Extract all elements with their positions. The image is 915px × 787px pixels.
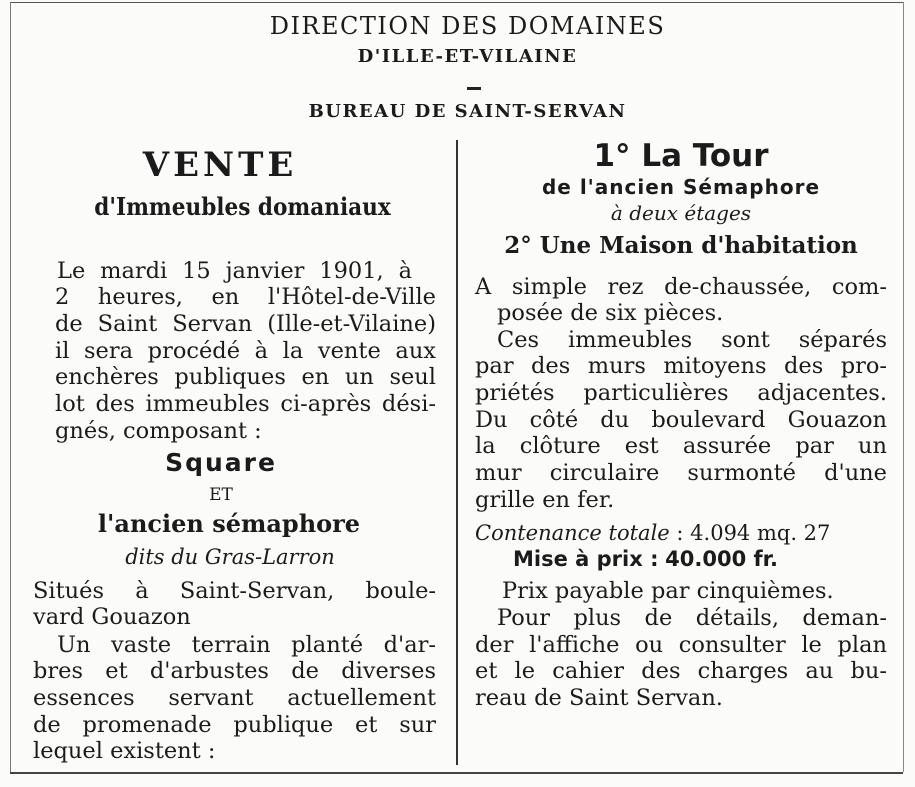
terrain-line: lequel existent : — [33, 738, 216, 764]
item1-tour: 1° La Tour — [593, 138, 769, 174]
contenance-row — [475, 520, 830, 546]
intro-line: gnés, composant : — [55, 418, 262, 444]
sep-line: par des murs mitoyens des pro- — [475, 353, 887, 379]
boul-line: grille en fer. — [475, 487, 615, 513]
intro-line: de Saint Servan (Ille-et-Vilaine) — [55, 311, 436, 337]
details-line: der l'affiche ou consulter le plan — [475, 632, 887, 658]
contenance-label: Contenance totale — [475, 521, 670, 545]
item2-maison: 2° Une Maison d'habitation — [504, 232, 858, 259]
boul-line: mur circulaire surmonté d'une — [475, 460, 887, 486]
desc-line: posée de six pièces. — [497, 300, 724, 326]
subheading-immeubles: d'Immeubles domaniaux — [94, 192, 391, 221]
prix-line: Prix payable par cinquièmes. — [502, 578, 834, 604]
header-title: DIRECTION DES DOMAINES — [269, 12, 666, 40]
header-subtitle: D'ILLE-ET-VILAINE — [357, 46, 578, 67]
desc-line: A simple rez de-chaussée, com- — [475, 274, 887, 300]
terrain-line: bres et d'arbustes de diverses — [33, 658, 436, 684]
mise-value: 40.000 fr. — [665, 547, 778, 571]
intro-line: enchères publiques en un seul — [55, 364, 436, 390]
boul-line: la clôture est assurée par un — [475, 433, 887, 459]
item-et: ET — [209, 485, 233, 505]
sep-line: Ces immeubles sont séparés — [497, 327, 887, 353]
intro-line: il sera procédé à la vente aux — [55, 338, 436, 364]
location-line: vard Gouazon — [33, 604, 191, 630]
details-line: et le cahier des charges au bu- — [475, 658, 887, 684]
item-square: Square — [165, 448, 277, 477]
mise-label: Mise à prix : — [513, 547, 659, 571]
header-dash — [467, 87, 481, 90]
intro-line: lot des immeubles ci-après dési- — [55, 391, 436, 417]
column-divider — [456, 140, 458, 765]
intro-line: 2 heures, en l'Hôtel-de-Ville — [55, 284, 436, 310]
details-line: reau de Saint Servan. — [475, 685, 723, 711]
mise-row — [513, 546, 778, 572]
details-line: Pour plus de détails, deman- — [497, 605, 887, 631]
intro-line: Le mardi 15 janvier 1901, à — [57, 258, 412, 284]
contenance-value: : 4.094 mq. 27 — [676, 521, 831, 545]
frame-bottom-rule — [10, 772, 903, 774]
sep-line: priétés particulières adjacentes. — [475, 380, 887, 406]
header-office: BUREAU DE SAINT-SERVAN — [308, 101, 627, 122]
terrain-line: essences servant actuellement — [33, 685, 436, 711]
boul-line: Du côté du boulevard Gouazon — [475, 407, 887, 433]
item1-sub: de l'ancien Sémaphore — [541, 175, 821, 199]
location-line: Situés à Saint-Servan, boule- — [33, 578, 436, 604]
heading-vente: VENTE — [142, 145, 298, 185]
terrain-line: Un vaste terrain planté d'ar- — [57, 632, 436, 658]
terrain-line: de promenade publique et sur — [33, 712, 436, 738]
item-semaphore: l'ancien sémaphore — [97, 509, 361, 538]
frame-top-rule — [10, 2, 903, 3]
item-dits: dits du Gras-Larron — [125, 545, 335, 569]
item1-floors: à deux étages — [610, 201, 752, 225]
